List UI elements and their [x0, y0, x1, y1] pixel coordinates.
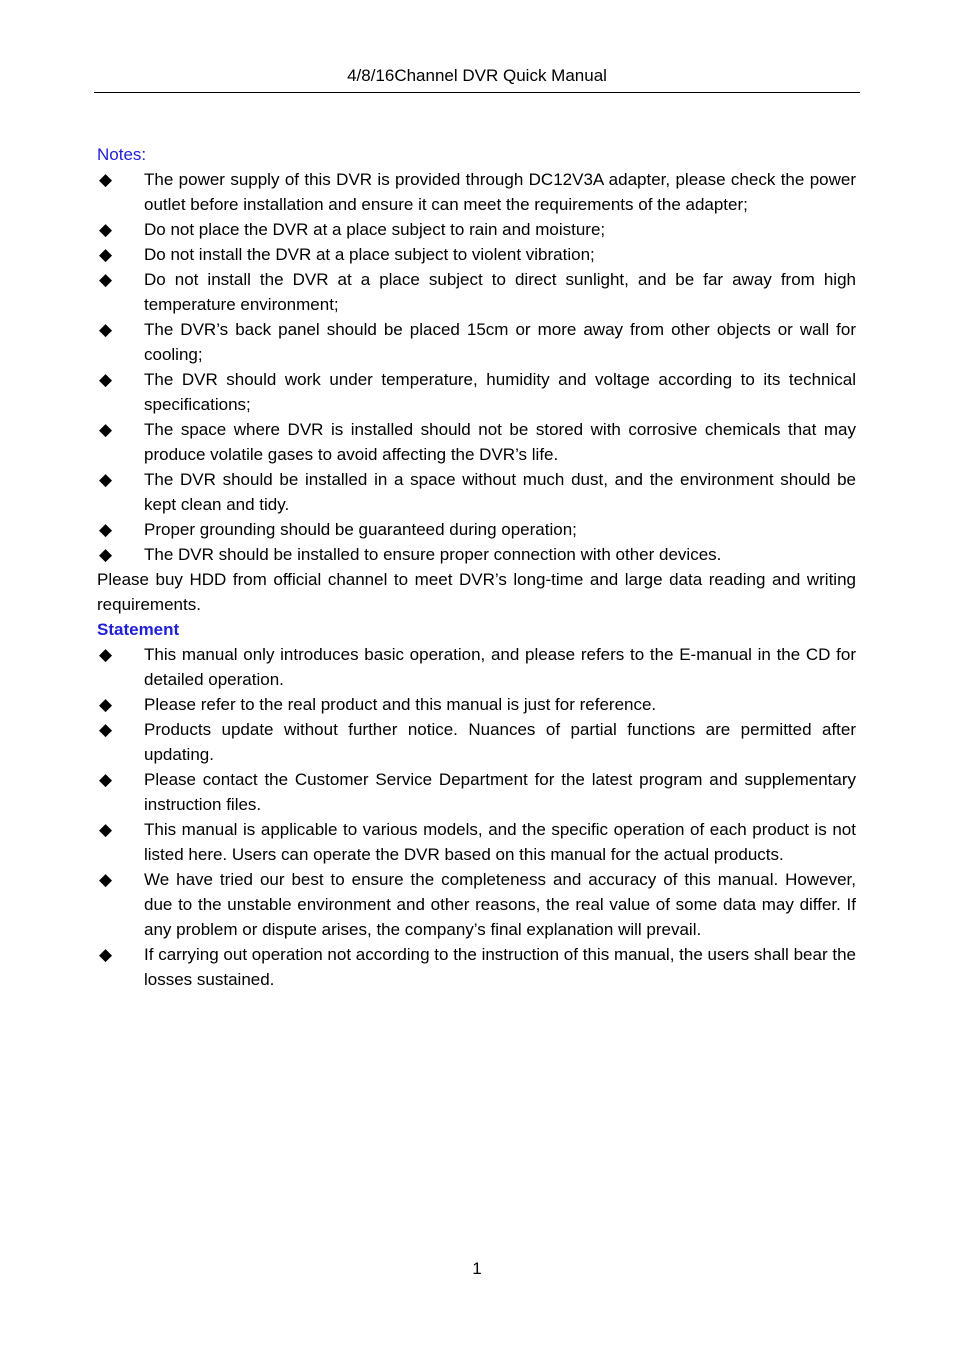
statement-item: [97, 867, 856, 942]
notes-item: [97, 367, 856, 417]
notes-item: [97, 317, 856, 367]
statement-item-text: Please contact the Customer Service Department for the latest program and supplementary instruction files.: [144, 770, 856, 814]
notes-item: [97, 267, 856, 317]
statement-item: [97, 717, 856, 767]
diamond-icon: ◆: [99, 770, 113, 789]
diamond-icon: ◆: [99, 945, 113, 964]
statement-item: [97, 692, 856, 717]
notes-item-text: Do not install the DVR at a place subject to direct sunlight, and be far away from high temperature environment;: [144, 270, 856, 314]
statement-heading: Statement: [97, 620, 180, 639]
diamond-icon: ◆: [99, 170, 113, 189]
diamond-icon: ◆: [99, 470, 113, 489]
page-header: [94, 64, 860, 93]
notes-item-text: Proper grounding should be guaranteed during operation;: [144, 520, 577, 539]
statement-list: [97, 642, 856, 992]
notes-heading: Notes:: [97, 145, 147, 164]
page-number: 1: [472, 1259, 482, 1278]
diamond-icon: ◆: [99, 645, 113, 664]
statement-item: [97, 642, 856, 692]
statement-item: [97, 767, 856, 817]
notes-item-text: Do not place the DVR at a place subject to rain and moisture;: [144, 220, 606, 239]
notes-item-text: The DVR should be installed in a space without much dust, and the environment should be kept clean and tidy.: [144, 470, 856, 514]
notes-item: [97, 167, 856, 217]
diamond-icon: ◆: [99, 245, 113, 264]
hdd-paragraph: Please buy HDD from official channel to meet DVR’s long-time and large data reading and writing requirements.: [97, 570, 856, 614]
diamond-icon: ◆: [99, 820, 113, 839]
statement-item-text: This manual only introduces basic operation, and please refers to the E-manual in the CD for detailed operation.: [144, 645, 856, 689]
statement-item: [97, 817, 856, 867]
diamond-icon: ◆: [99, 695, 113, 714]
notes-item: [97, 417, 856, 467]
diamond-icon: ◆: [99, 370, 113, 389]
notes-item: [97, 217, 856, 242]
notes-item-text: The space where DVR is installed should not be stored with corrosive chemicals that may produce volatile gases to avoid affecting the DVR’s life.: [144, 420, 856, 464]
notes-item: [97, 517, 856, 542]
diamond-icon: ◆: [99, 270, 113, 289]
notes-item-text: The DVR should work under temperature, humidity and voltage according to its technical specifications;: [144, 370, 856, 414]
notes-item: [97, 467, 856, 517]
page-content: [97, 142, 856, 992]
notes-item-text: The DVR should be installed to ensure proper connection with other devices.: [144, 545, 722, 564]
notes-item-text: The power supply of this DVR is provided through DC12V3A adapter, please check the power outlet before installation and ensure it can meet the requirements of the adapter;: [144, 170, 856, 214]
notes-item-text: Do not install the DVR at a place subject to violent vibration;: [144, 245, 595, 264]
notes-item-text: The DVR’s back panel should be placed 15cm or more away from other objects or wall for cooling;: [144, 320, 856, 364]
diamond-icon: ◆: [99, 220, 113, 239]
diamond-icon: ◆: [99, 420, 113, 439]
statement-item-text: Products update without further notice. Nuances of partial functions are permitted after updating.: [144, 720, 856, 764]
statement-item-text: Please refer to the real product and this manual is just for reference.: [144, 695, 657, 714]
statement-item: [97, 942, 856, 992]
document-title: 4/8/16Channel DVR Quick Manual: [347, 66, 607, 85]
statement-item-text: This manual is applicable to various models, and the specific operation of each product is not listed here. Users can operate the DVR based on this manual for the actual products.: [144, 820, 856, 864]
page-footer: [0, 1257, 954, 1281]
diamond-icon: ◆: [99, 720, 113, 739]
notes-list: [97, 167, 856, 567]
notes-item: [97, 542, 856, 567]
diamond-icon: ◆: [99, 320, 113, 339]
diamond-icon: ◆: [99, 545, 113, 564]
diamond-icon: ◆: [99, 520, 113, 539]
statement-item-text: If carrying out operation not according to the instruction of this manual, the users shall bear the losses sustained.: [144, 945, 856, 989]
diamond-icon: ◆: [99, 870, 113, 889]
notes-item: [97, 242, 856, 267]
statement-item-text: We have tried our best to ensure the completeness and accuracy of this manual. However, due to the unstable environment and other reasons, the real value of some data may differ. If any problem or dispute arises, the company’s final explanation will prevail.: [144, 870, 856, 939]
